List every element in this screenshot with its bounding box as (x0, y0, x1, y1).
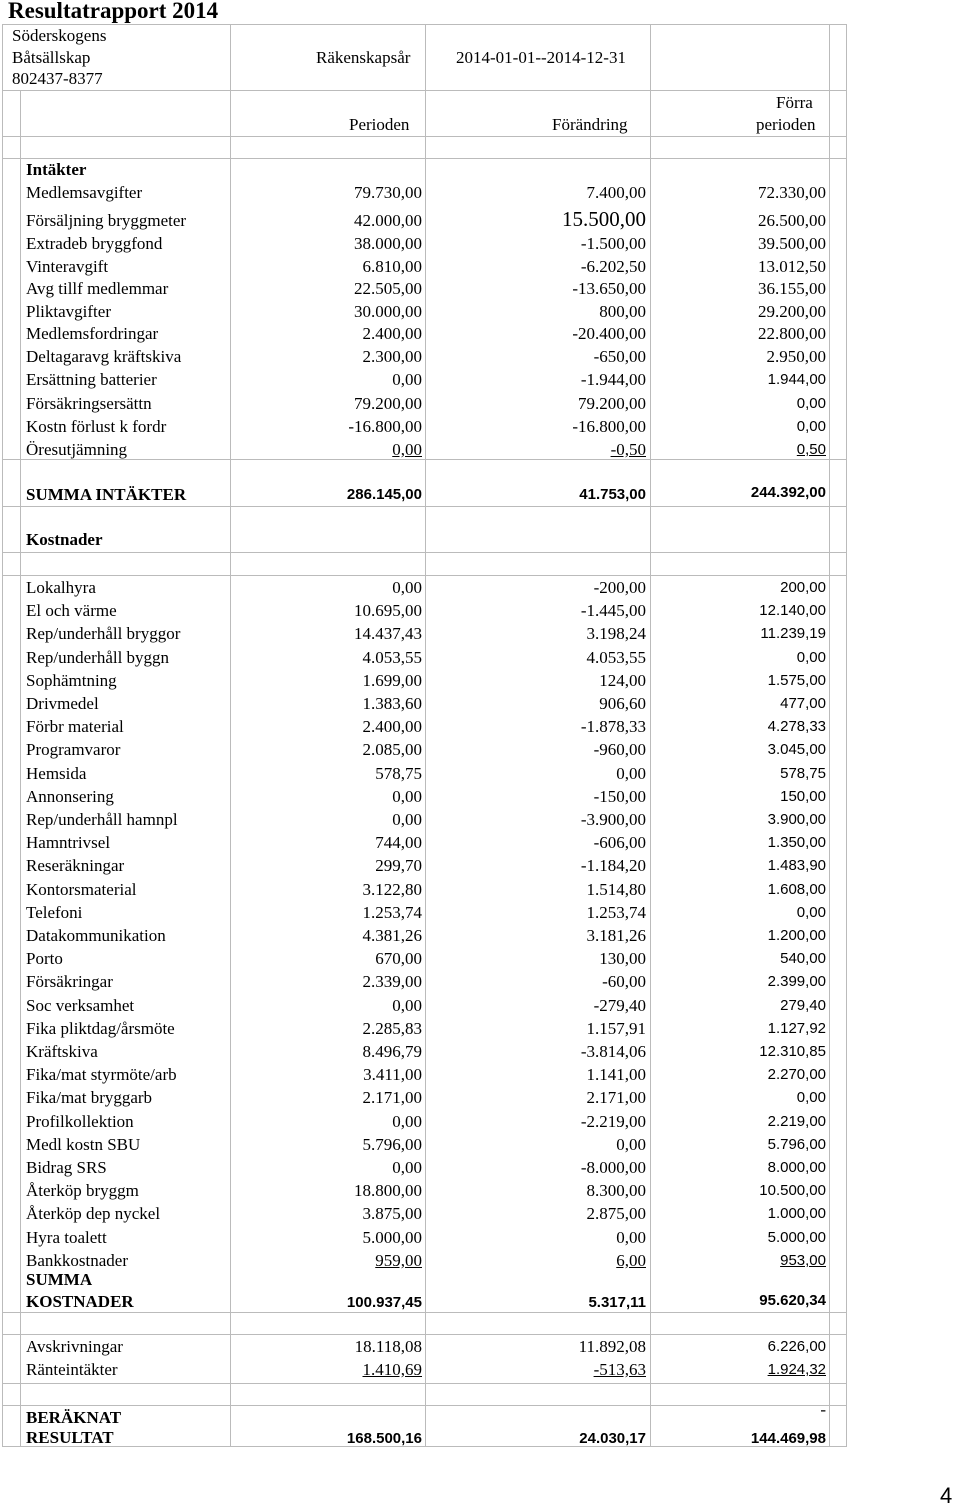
row-value-period: 578,75 (375, 763, 422, 783)
row-value-prev: 6.226,00 (767, 1338, 826, 1355)
row-value-period: 10.695,00 (354, 601, 422, 621)
table-row (0, 345, 960, 368)
row-value-prev: 2.270,00 (767, 1066, 826, 1084)
table-row (0, 232, 960, 255)
table-row (0, 368, 960, 391)
row-label: Reseräkningar (26, 856, 125, 876)
row-value-period: 744,00 (375, 833, 422, 853)
row-value-change: -3.814,06 (580, 1042, 646, 1061)
row-value-period: 0,00 (392, 1111, 422, 1131)
row-label: Programvaror (26, 740, 121, 760)
row-label: Avg tillf medlemmar (26, 279, 169, 298)
row-value-prev: 1.350,00 (767, 834, 826, 852)
row-value-prev: 13.012,50 (758, 257, 826, 276)
row-value-period: 1.699,00 (362, 670, 422, 690)
row-value-change: 1.514,80 (586, 879, 646, 899)
row-value-prev: 1.200,00 (767, 927, 826, 944)
row-value-period: 0,00 (392, 786, 422, 806)
row-value-change: -513,63 (593, 1360, 646, 1379)
row-label: Profilkollektion (26, 1111, 134, 1131)
result-label-2: RESULTAT (26, 1428, 114, 1447)
row-value-change: 11.892,08 (578, 1337, 646, 1356)
income-total-row (0, 483, 960, 506)
row-value-prev: 10.500,00 (759, 1182, 826, 1200)
row-label: Datakommunikation (26, 926, 166, 945)
row-label: Medlemsavgifter (26, 183, 143, 202)
table-row (0, 878, 960, 901)
row-value-period: 0,00 (392, 810, 422, 829)
row-label: Deltagaravg kräftskiva (26, 347, 182, 366)
row-value-change: 79.200,00 (578, 394, 646, 413)
row-value-prev: 4.278,33 (767, 718, 826, 736)
row-label: Hamntrivsel (26, 833, 111, 853)
row-value-change: -960,00 (593, 740, 646, 760)
row-value-period: 79.730,00 (354, 183, 422, 202)
row-value-prev: 36.155,00 (758, 279, 826, 298)
row-value-period: 30.000,00 (354, 302, 422, 321)
table-row (0, 392, 960, 415)
row-value-prev: 22.800,00 (758, 324, 826, 343)
table-row (0, 255, 960, 278)
row-value-period: 1.383,60 (362, 694, 422, 713)
row-value-period: 1.253,74 (362, 902, 422, 922)
row-value-period: 299,70 (375, 856, 422, 876)
row-label: Drivmedel (26, 694, 99, 713)
costs-heading: Kostnader (26, 530, 103, 549)
table-row (0, 1202, 960, 1225)
row-value-period: 2.285,83 (362, 1018, 422, 1038)
table-row (0, 1226, 960, 1249)
fiscal-year-range: 2014-01-01--2014-12-31 (456, 48, 626, 67)
row-value-period: 2.171,00 (362, 1088, 422, 1108)
row-label: Medl kostn SBU (26, 1134, 141, 1154)
row-label: Återköp bryggm (26, 1181, 139, 1201)
row-value-change: -6.202,50 (580, 257, 646, 276)
row-value-change: -1.944,00 (580, 370, 646, 389)
table-row (0, 576, 960, 599)
row-value-prev: 0,50 (796, 441, 826, 458)
row-label: Soc verksamhet (26, 995, 135, 1015)
costs-total-row (0, 1268, 960, 1314)
result-label-1: BERÄKNAT (26, 1408, 122, 1427)
row-value-change: -16.800,00 (572, 417, 646, 436)
row-label: Annonsering (26, 786, 114, 806)
row-value-change: 1.253,74 (586, 902, 646, 922)
row-value-prev: 12.140,00 (759, 602, 826, 620)
row-value-period: 0,00 (392, 370, 422, 389)
table-row (0, 277, 960, 300)
row-value-period: 79.200,00 (354, 394, 422, 413)
org-name-line2: Båtsällskap (12, 48, 91, 67)
row-value-period: 18.118,08 (354, 1337, 422, 1356)
table-row (0, 415, 960, 438)
row-label: Telefoni (26, 902, 83, 922)
row-label: Pliktavgifter (26, 302, 111, 321)
table-row (0, 438, 960, 461)
org-number: 802437-8377 (12, 69, 103, 88)
table-row (0, 646, 960, 669)
row-label: Fika pliktdag/årsmöte (26, 1018, 175, 1038)
row-value-period: 38.000,00 (354, 234, 422, 253)
table-row (0, 1133, 960, 1156)
row-value-period: 0,00 (392, 440, 422, 459)
row-value-prev: 2.950,00 (766, 347, 826, 366)
table-row (0, 785, 960, 808)
row-label: Sophämtning (26, 670, 117, 690)
row-value-change: 0,00 (616, 763, 646, 783)
row-label: Ersättning batterier (26, 370, 157, 389)
row-value-change: -60,00 (602, 972, 646, 992)
row-value-prev: 279,40 (780, 996, 826, 1014)
table-row (0, 1179, 960, 1202)
row-value-prev: 477,00 (780, 695, 826, 712)
row-value-prev: 1.608,00 (767, 880, 826, 898)
row-value-change: -1.184,20 (580, 856, 646, 876)
row-value-period: 2.400,00 (362, 717, 422, 737)
row-value-prev: 0,00 (796, 1089, 826, 1107)
table-row (0, 970, 960, 993)
row-label: Hyra toalett (26, 1227, 107, 1247)
costs-total-period: 100.937,45 (346, 1294, 422, 1311)
row-value-change: -13.650,00 (572, 279, 646, 298)
row-value-change: 15.500,00 (562, 207, 646, 231)
row-value-period: 2.085,00 (362, 740, 422, 760)
table-row (0, 947, 960, 970)
row-value-change: 800,00 (599, 302, 646, 321)
row-value-period: 0,00 (392, 1158, 422, 1177)
table-row (0, 669, 960, 692)
row-value-period: 8.496,79 (362, 1042, 422, 1061)
result-prev-sign: - (820, 1400, 826, 1419)
row-value-period: 3.122,80 (362, 879, 422, 899)
row-value-change: 6,00 (616, 1250, 646, 1270)
row-value-prev: 72.330,00 (758, 183, 826, 202)
row-value-prev: 2.219,00 (767, 1112, 826, 1130)
row-label: Rep/underhåll byggn (26, 647, 170, 667)
row-value-prev: 1.944,00 (767, 371, 826, 388)
costs-total-change: 5.317,11 (588, 1294, 646, 1311)
row-value-change: 906,60 (599, 694, 646, 713)
row-value-change: -606,00 (593, 833, 646, 853)
row-value-change: 1.157,91 (586, 1018, 646, 1038)
row-value-prev: 2.399,00 (767, 973, 826, 991)
result-change: 24.030,17 (579, 1430, 646, 1447)
org-name-line1: Söderskogens (12, 26, 107, 45)
row-label: Bidrag SRS (26, 1158, 107, 1177)
row-label: Bankkostnader (26, 1250, 128, 1270)
row-label: Fika/mat styrmöte/arb (26, 1065, 177, 1085)
row-value-prev: 3.045,00 (767, 741, 826, 759)
row-value-prev: 0,00 (796, 903, 826, 921)
table-row (0, 622, 960, 645)
row-value-period: 3.411,00 (363, 1065, 422, 1085)
table-row (0, 181, 960, 204)
table-row (0, 1017, 960, 1040)
row-value-period: 0,00 (392, 578, 422, 597)
row-value-prev: 1.000,00 (767, 1205, 826, 1223)
col-header-change: Förändring (552, 115, 628, 134)
costs-total-label-2: KOSTNADER (26, 1292, 134, 1311)
table-row (0, 599, 960, 622)
row-value-change: 3.198,24 (586, 624, 646, 644)
col-header-period: Perioden (349, 115, 410, 134)
costs-total-label-1: SUMMA (26, 1270, 93, 1289)
income-total-prev: 244.392,00 (750, 484, 826, 501)
row-value-change: 2.171,00 (586, 1088, 646, 1108)
fiscal-year-label: Räkenskapsår (316, 48, 411, 67)
income-total-period: 286.145,00 (346, 486, 422, 503)
table-row (0, 692, 960, 715)
row-label: Öresutjämning (26, 440, 128, 459)
row-value-prev: 3.900,00 (767, 811, 826, 828)
row-label: Avskrivningar (26, 1337, 123, 1356)
row-value-change: -650,00 (593, 347, 646, 366)
row-value-change: -2.219,00 (580, 1111, 646, 1131)
table-row (0, 1156, 960, 1179)
row-label: Kostn förlust k fordr (26, 417, 167, 436)
row-value-prev: 150,00 (780, 787, 826, 805)
row-value-period: 959,00 (375, 1250, 422, 1270)
table-row (0, 924, 960, 947)
row-label: Rep/underhåll hamnpl (26, 810, 178, 829)
table-row (0, 1086, 960, 1109)
row-value-prev: 578,75 (780, 764, 826, 782)
row-value-prev: 200,00 (780, 579, 826, 596)
table-row (0, 762, 960, 785)
row-value-change: -3.900,00 (580, 810, 646, 829)
row-value-change: 124,00 (599, 670, 646, 690)
table-row (0, 1063, 960, 1086)
report-title: Resultatrapport 2014 (8, 0, 219, 23)
row-label: Hemsida (26, 763, 87, 783)
table-row (0, 1335, 960, 1358)
row-label: El och värme (26, 601, 117, 621)
row-value-change: -200,00 (593, 578, 646, 597)
row-value-prev: 1.924,32 (767, 1361, 826, 1378)
col-header-prev-1: Förra (776, 93, 813, 112)
table-row (0, 300, 960, 323)
row-label: Försäljning bryggmeter (26, 211, 187, 230)
row-label: Kräftskiva (26, 1042, 98, 1061)
income-total-label: SUMMA INTÄKTER (26, 485, 187, 504)
row-value-prev: 953,00 (780, 1251, 826, 1269)
row-value-period: 2.339,00 (362, 972, 422, 992)
row-value-change: 130,00 (599, 949, 646, 969)
row-value-change: -1.878,33 (580, 717, 646, 737)
row-value-period: 6.810,00 (362, 257, 422, 276)
row-label: Vinteravgift (26, 257, 109, 276)
row-value-period: 5.796,00 (362, 1134, 422, 1154)
row-value-period: 22.505,00 (354, 279, 422, 298)
row-value-change: -279,40 (593, 995, 646, 1015)
page-number: 4 (940, 1483, 953, 1508)
table-row (0, 854, 960, 877)
row-value-prev: 11.239,19 (760, 625, 826, 643)
table-row (0, 715, 960, 738)
row-label: Kontorsmaterial (26, 879, 137, 899)
row-value-period: 4.053,55 (362, 647, 422, 667)
row-label: Fika/mat bryggarb (26, 1088, 153, 1108)
costs-total-prev: 95.620,34 (759, 1292, 826, 1309)
row-label: Förbr material (26, 717, 124, 737)
row-label: Medlemsfordringar (26, 324, 159, 343)
result-prev: 144.469,98 (750, 1430, 826, 1447)
row-value-period: -16.800,00 (348, 417, 422, 436)
row-value-change: -8.000,00 (580, 1158, 646, 1177)
row-value-change: 1.141,00 (586, 1065, 646, 1085)
table-row (0, 1040, 960, 1063)
row-value-period: 4.381,26 (362, 926, 422, 945)
row-value-change: 3.181,26 (586, 926, 646, 945)
row-label: Återköp dep nyckel (26, 1204, 161, 1224)
row-value-prev: 1.127,92 (767, 1019, 826, 1037)
income-heading: Intäkter (26, 160, 87, 179)
row-value-period: 14.437,43 (354, 624, 422, 644)
table-row (0, 994, 960, 1017)
col-header-prev-2: perioden (756, 115, 816, 134)
row-value-prev: 29.200,00 (758, 302, 826, 321)
row-value-prev: 1.483,90 (767, 857, 826, 875)
row-value-prev: 39.500,00 (758, 234, 826, 253)
row-value-period: 18.800,00 (354, 1181, 422, 1201)
row-value-change: 7.400,00 (586, 183, 646, 202)
row-value-change: 0,00 (616, 1134, 646, 1154)
row-label: Porto (26, 949, 63, 969)
row-value-prev: 540,00 (780, 950, 826, 968)
table-row (0, 901, 960, 924)
income-total-change: 41.753,00 (579, 486, 646, 503)
table-row (0, 209, 960, 232)
row-value-prev: 0,00 (796, 648, 826, 666)
row-label: Lokalhyra (26, 578, 96, 597)
row-value-period: 5.000,00 (362, 1227, 422, 1247)
result-period: 168.500,16 (346, 1430, 422, 1447)
row-value-change: 0,00 (616, 1227, 646, 1247)
table-row (0, 1110, 960, 1133)
row-value-prev: 1.575,00 (767, 671, 826, 689)
row-label: Ränteintäkter (26, 1360, 118, 1379)
row-value-period: 670,00 (375, 949, 422, 969)
row-value-change: 4.053,55 (586, 647, 646, 667)
row-value-change: -1.500,00 (580, 234, 646, 253)
row-value-prev: 12.310,85 (759, 1043, 826, 1060)
row-value-prev: 0,00 (796, 395, 826, 412)
table-row (0, 831, 960, 854)
row-value-period: 42.000,00 (354, 211, 422, 230)
row-value-period: 3.875,00 (362, 1204, 422, 1224)
row-value-prev: 26.500,00 (758, 211, 826, 230)
row-label: Försäkringsersättn (26, 394, 152, 413)
row-label: Försäkringar (26, 972, 113, 992)
row-value-period: 1.410,69 (362, 1360, 422, 1379)
table-row (0, 322, 960, 345)
row-value-change: 8.300,00 (586, 1181, 646, 1201)
row-value-prev: 0,00 (796, 418, 826, 435)
row-value-change: 2.875,00 (586, 1204, 646, 1224)
row-label: Extradeb bryggfond (26, 234, 163, 253)
row-value-change: -150,00 (593, 786, 646, 806)
result-row (0, 1400, 960, 1452)
row-value-change: -20.400,00 (572, 324, 646, 343)
row-value-prev: 5.796,00 (767, 1135, 826, 1153)
row-value-period: 2.300,00 (362, 347, 422, 366)
row-label: Rep/underhåll bryggor (26, 624, 181, 644)
row-value-period: 0,00 (392, 995, 422, 1015)
row-value-change: -1.445,00 (580, 601, 646, 621)
row-value-prev: 5.000,00 (767, 1228, 826, 1246)
table-row (0, 738, 960, 761)
table-row (0, 808, 960, 831)
row-value-prev: 8.000,00 (767, 1159, 826, 1176)
row-value-period: 2.400,00 (362, 324, 422, 343)
table-row (0, 1358, 960, 1381)
row-value-change: -0,50 (610, 440, 646, 459)
